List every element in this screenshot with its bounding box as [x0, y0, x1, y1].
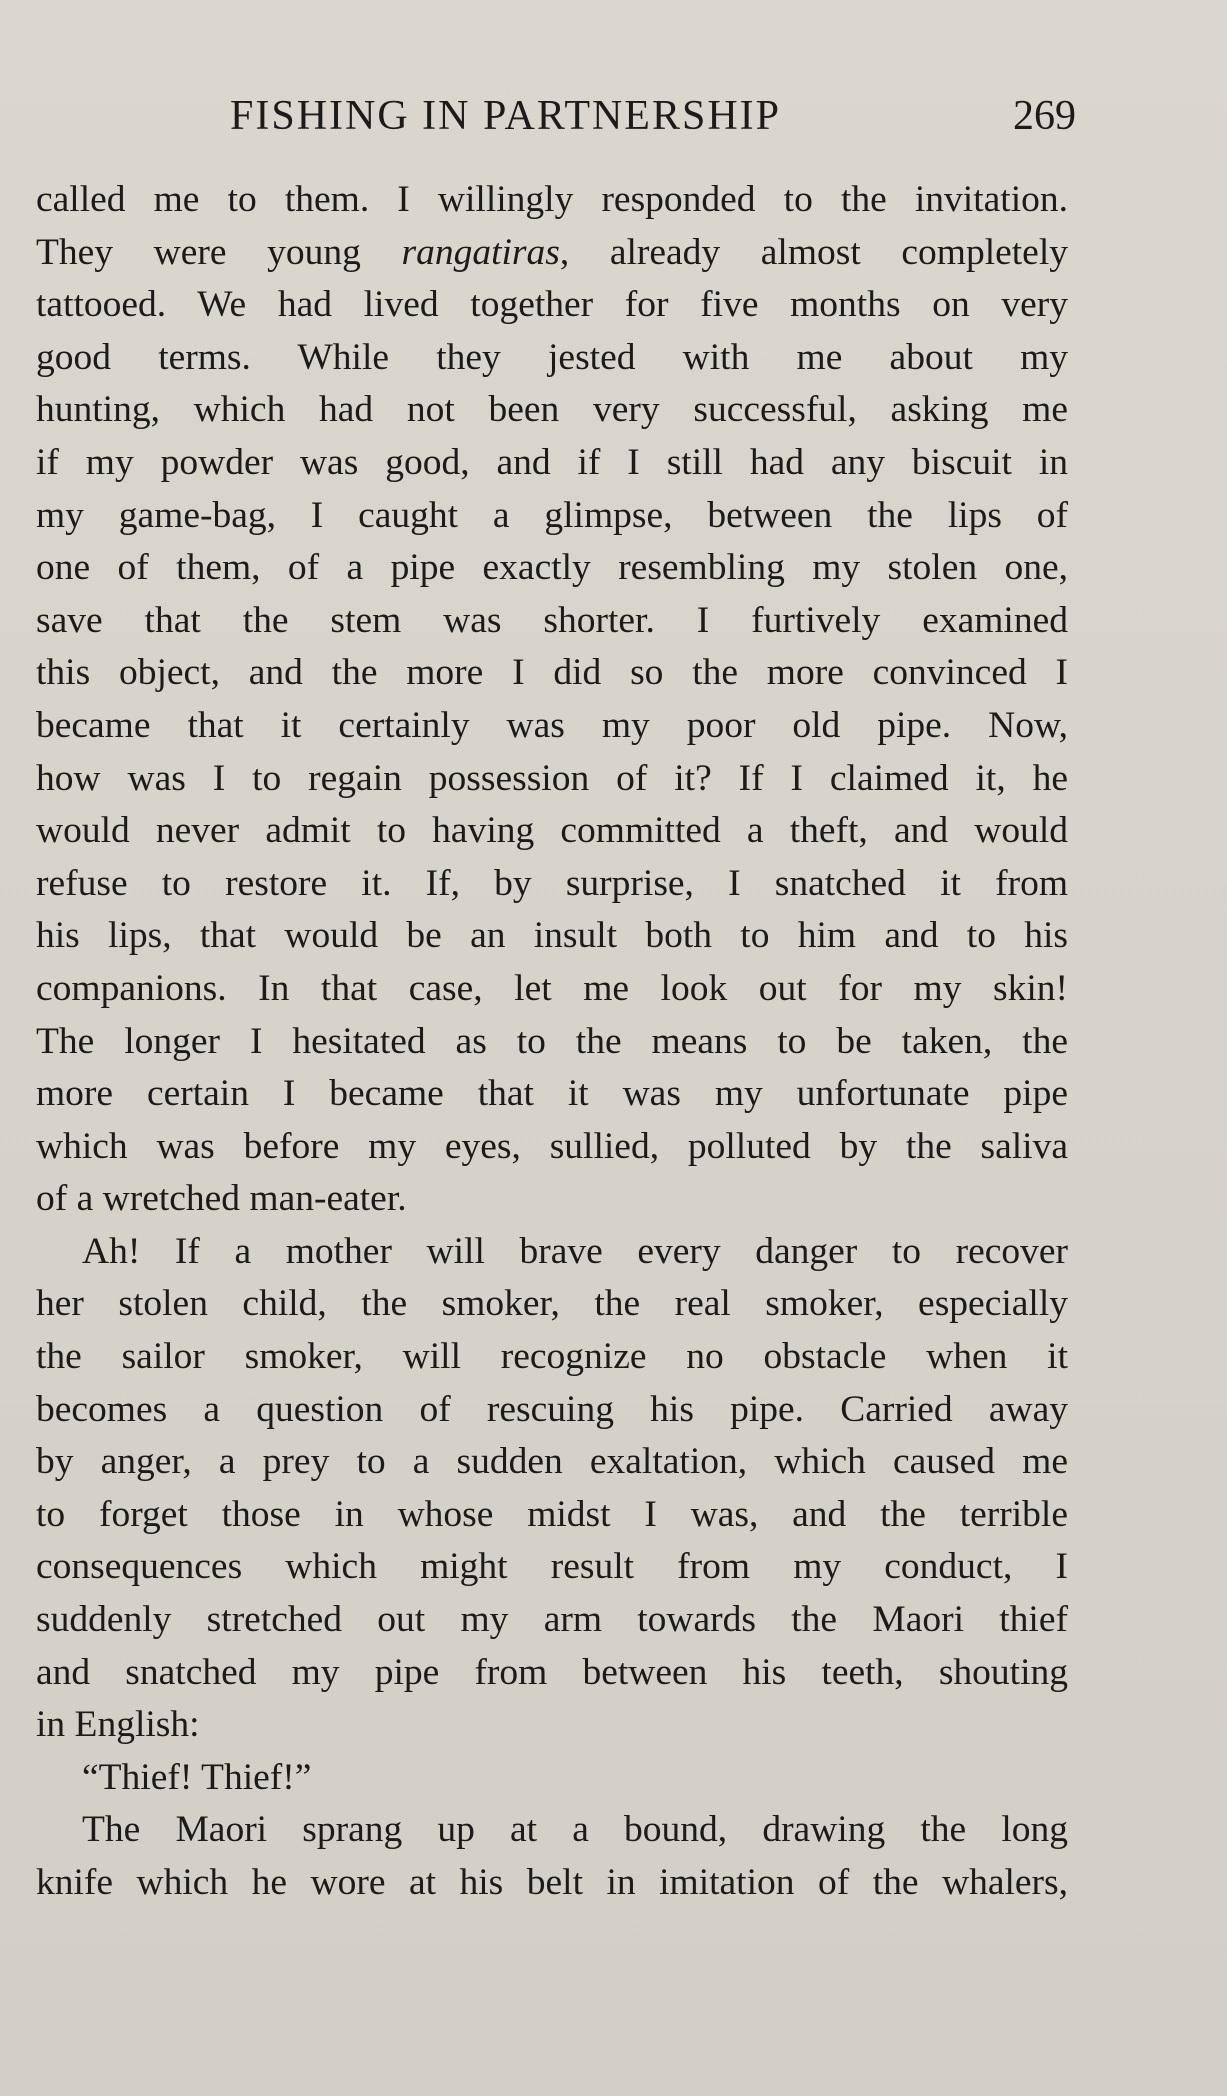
- text-line: The Maori sprang up at a bound, drawing the long: [82, 1809, 1068, 1851]
- text-line: one of them, of a pipe exactly resembling my stolen one,: [36, 547, 1068, 589]
- text-line: becomes a question of rescuing his pipe. Carried away: [36, 1388, 1068, 1430]
- body-text: [36, 174, 1068, 1910]
- text-line: which was before my eyes, sullied, polluted by the saliva: [36, 1125, 1068, 1167]
- italic-word: rangatiras: [401, 231, 560, 273]
- text-line: They were young rangatiras, already almost completely: [36, 231, 1068, 273]
- text-line: good terms. While they jested with me about my: [36, 336, 1068, 378]
- text-line: more certain I became that it was my unfortunate pipe: [36, 1073, 1068, 1115]
- text-line: her stolen child, the smoker, the real smoker, especially: [36, 1283, 1068, 1325]
- text-line: to forget those in whose midst I was, and the terrible: [36, 1493, 1068, 1535]
- running-title: FISHING IN PARTNERSHIP: [230, 93, 782, 139]
- text-line: “Thief! Thief!”: [82, 1756, 312, 1798]
- text-line: this object, and the more I did so the more convinced I: [36, 652, 1068, 694]
- text-line: save that the stem was shorter. I furtively examined: [36, 599, 1068, 641]
- text-line: called me to them. I willingly responded to the invitation.: [36, 179, 1068, 220]
- text-line: The longer I hesitated as to the means to be taken, the: [36, 1020, 1068, 1062]
- running-header: [36, 92, 1076, 142]
- text-line: his lips, that would be an insult both to him and to his: [36, 915, 1068, 957]
- text-line: tattooed. We had lived together for five months on very: [36, 284, 1068, 326]
- text-line: and snatched my pipe from between his teeth, shouting: [36, 1651, 1068, 1693]
- text-line: the sailor smoker, will recognize no obstacle when it: [36, 1336, 1068, 1378]
- text-line: companions. In that case, let me look out for my skin!: [36, 967, 1068, 1009]
- text-line: hunting, which had not been very successful, asking me: [36, 389, 1068, 431]
- text-line: my game-bag, I caught a glimpse, between the lips of: [36, 494, 1068, 536]
- page-number: 269: [1013, 93, 1076, 139]
- text-line: would never admit to having committed a theft, and would: [36, 810, 1068, 852]
- text-line: of a wretched man-eater.: [36, 1178, 407, 1220]
- text-line: suddenly stretched out my arm towards the Maori thief: [36, 1599, 1068, 1641]
- text-line: knife which he wore at his belt in imitation of the whalers,: [36, 1862, 1068, 1903]
- text-line: by anger, a prey to a sudden exaltation, which caused me: [36, 1441, 1068, 1483]
- text-line: became that it certainly was my poor old pipe. Now,: [36, 704, 1068, 746]
- text-line: consequences which might result from my conduct, I: [36, 1546, 1068, 1588]
- text-line: refuse to restore it. If, by surprise, I snatched it from: [36, 862, 1068, 904]
- text-line: Ah! If a mother will brave every danger to recover: [82, 1230, 1068, 1272]
- text-line: if my powder was good, and if I still had any biscuit in: [36, 441, 1068, 483]
- text-line: how was I to regain possession of it? If I claimed it, he: [36, 757, 1068, 799]
- text-line: in English:: [36, 1704, 200, 1746]
